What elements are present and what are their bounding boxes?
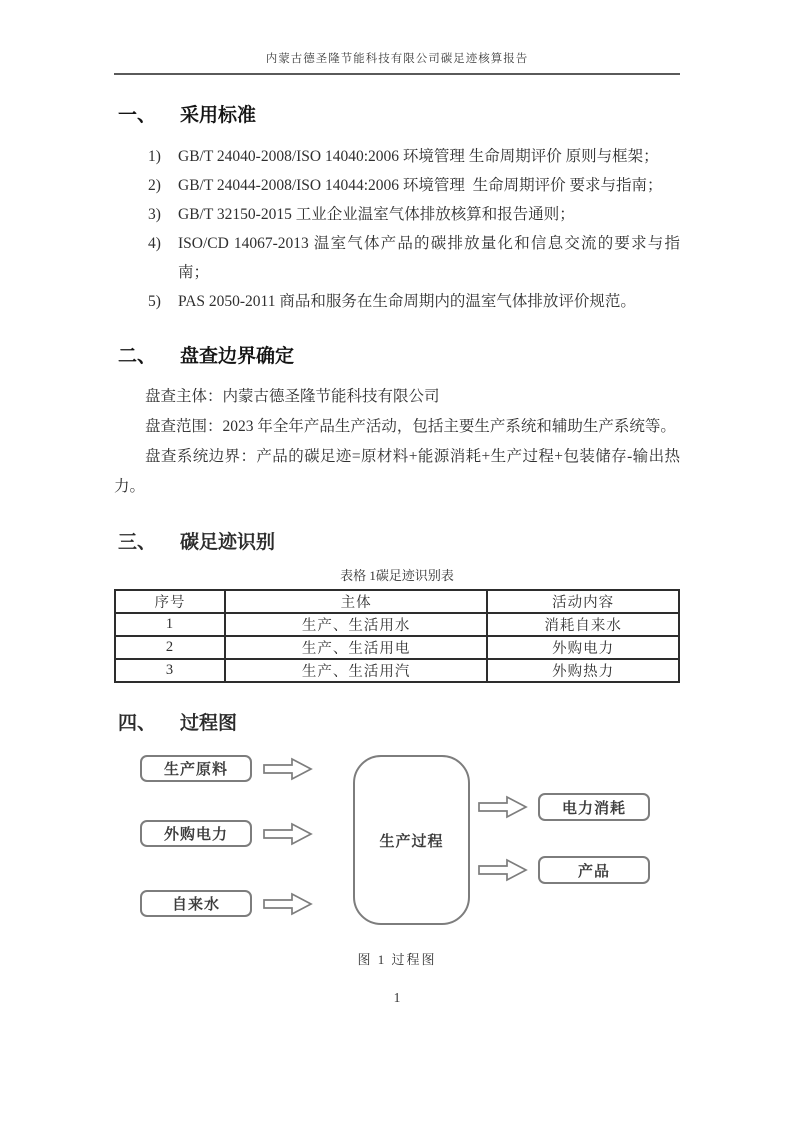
diagram-process-box: 生产过程 (353, 755, 470, 925)
section-1-number: 一、 (118, 105, 157, 126)
list-item-number: 4) (148, 235, 161, 252)
flow-arrow-icon (263, 756, 313, 782)
list-item-text: ISO/CD 14067-2013 温室气体产品的碳排放量化和信息交流的要求与指南； (178, 235, 680, 281)
section-4-title: 过程图 (180, 713, 238, 734)
table-cell: 1 (115, 613, 225, 636)
list-item-text: GB/T 24044-2008/ISO 14044:2006 环境管理 生命周期评价 要求与指南； (178, 177, 663, 194)
section-4-heading (118, 711, 680, 737)
section-1-heading (118, 103, 680, 129)
list-item-number: 2) (148, 177, 161, 194)
paragraph-system-boundary: 盘查系统边界：产品的碳足迹=原材料+能源消耗+生产过程+包装储存-输出热力。 (114, 448, 680, 495)
section-3-heading (118, 530, 680, 556)
list-item (114, 171, 680, 200)
diagram-input-box-raw-material: 生产原料 (140, 755, 252, 782)
list-item (114, 200, 680, 229)
section-2-number: 二、 (118, 346, 157, 367)
section-2-title: 盘查边界确定 (180, 346, 295, 367)
table-caption: 表格 1碳足迹识别表 (340, 568, 454, 583)
table-row (115, 613, 679, 636)
table-cell: 消耗自来水 (487, 613, 679, 636)
list-item (114, 287, 680, 316)
table-cell: 外购热力 (487, 659, 679, 682)
flow-arrow-icon (263, 821, 313, 847)
diagram-output-box-power-consumption: 电力消耗 (538, 793, 650, 821)
list-item-text: PAS 2050-2011 商品和服务在生命周期内的温室气体排放评价规范。 (178, 293, 636, 310)
table-cell: 外购电力 (487, 636, 679, 659)
diagram-output-box-product: 产品 (538, 856, 650, 884)
list-item-number: 1) (148, 148, 161, 165)
paragraph-audit-subject: 盘查主体：内蒙古德圣隆节能科技有限公司 (145, 388, 440, 405)
paragraph-audit-scope: 盘查范围：2023 年全年产品生产活动，包括主要生产系统和辅助生产系统等。 (145, 418, 676, 435)
list-item-number: 5) (148, 293, 161, 310)
table-cell: 生产、生活用汽 (225, 659, 487, 682)
table-header-row (115, 590, 679, 613)
flow-arrow-icon (478, 857, 528, 883)
table-header-cell: 主体 (225, 590, 487, 613)
page-header (114, 50, 680, 75)
list-item (114, 142, 680, 171)
page-number: 1 (393, 990, 401, 1005)
section-1-title: 采用标准 (180, 105, 257, 126)
section-3-number: 三、 (118, 532, 157, 553)
section-3-title: 碳足迹识别 (180, 532, 276, 553)
process-diagram (114, 749, 680, 935)
footprint-identification-table (114, 589, 680, 683)
diagram-input-box-purchased-power: 外购电力 (140, 820, 252, 847)
flow-arrow-icon (263, 891, 313, 917)
table-cell: 3 (115, 659, 225, 682)
flow-arrow-icon (478, 794, 528, 820)
table-row (115, 636, 679, 659)
list-item (114, 229, 680, 287)
standards-list (114, 142, 680, 316)
page-header-title: 内蒙古德圣隆节能科技有限公司碳足迹核算报告 (265, 53, 529, 65)
table-cell: 2 (115, 636, 225, 659)
table-cell: 生产、生活用电 (225, 636, 487, 659)
table-header-cell: 序号 (115, 590, 225, 613)
section-2-heading (118, 344, 680, 370)
table-cell: 生产、生活用水 (225, 613, 487, 636)
table-header-cell: 活动内容 (487, 590, 679, 613)
list-item-text: GB/T 32150-2015 工业企业温室气体排放核算和报告通则； (178, 206, 575, 223)
figure-caption: 图 1 过程图 (357, 952, 437, 967)
boundary-paragraphs (114, 382, 680, 502)
diagram-input-box-tap-water: 自来水 (140, 890, 252, 917)
section-4-number: 四、 (118, 713, 157, 734)
list-item-number: 3) (148, 206, 161, 223)
table-row (115, 659, 679, 682)
list-item-text: GB/T 24040-2008/ISO 14040:2006 环境管理 生命周期评价 原则与框架； (178, 148, 659, 165)
